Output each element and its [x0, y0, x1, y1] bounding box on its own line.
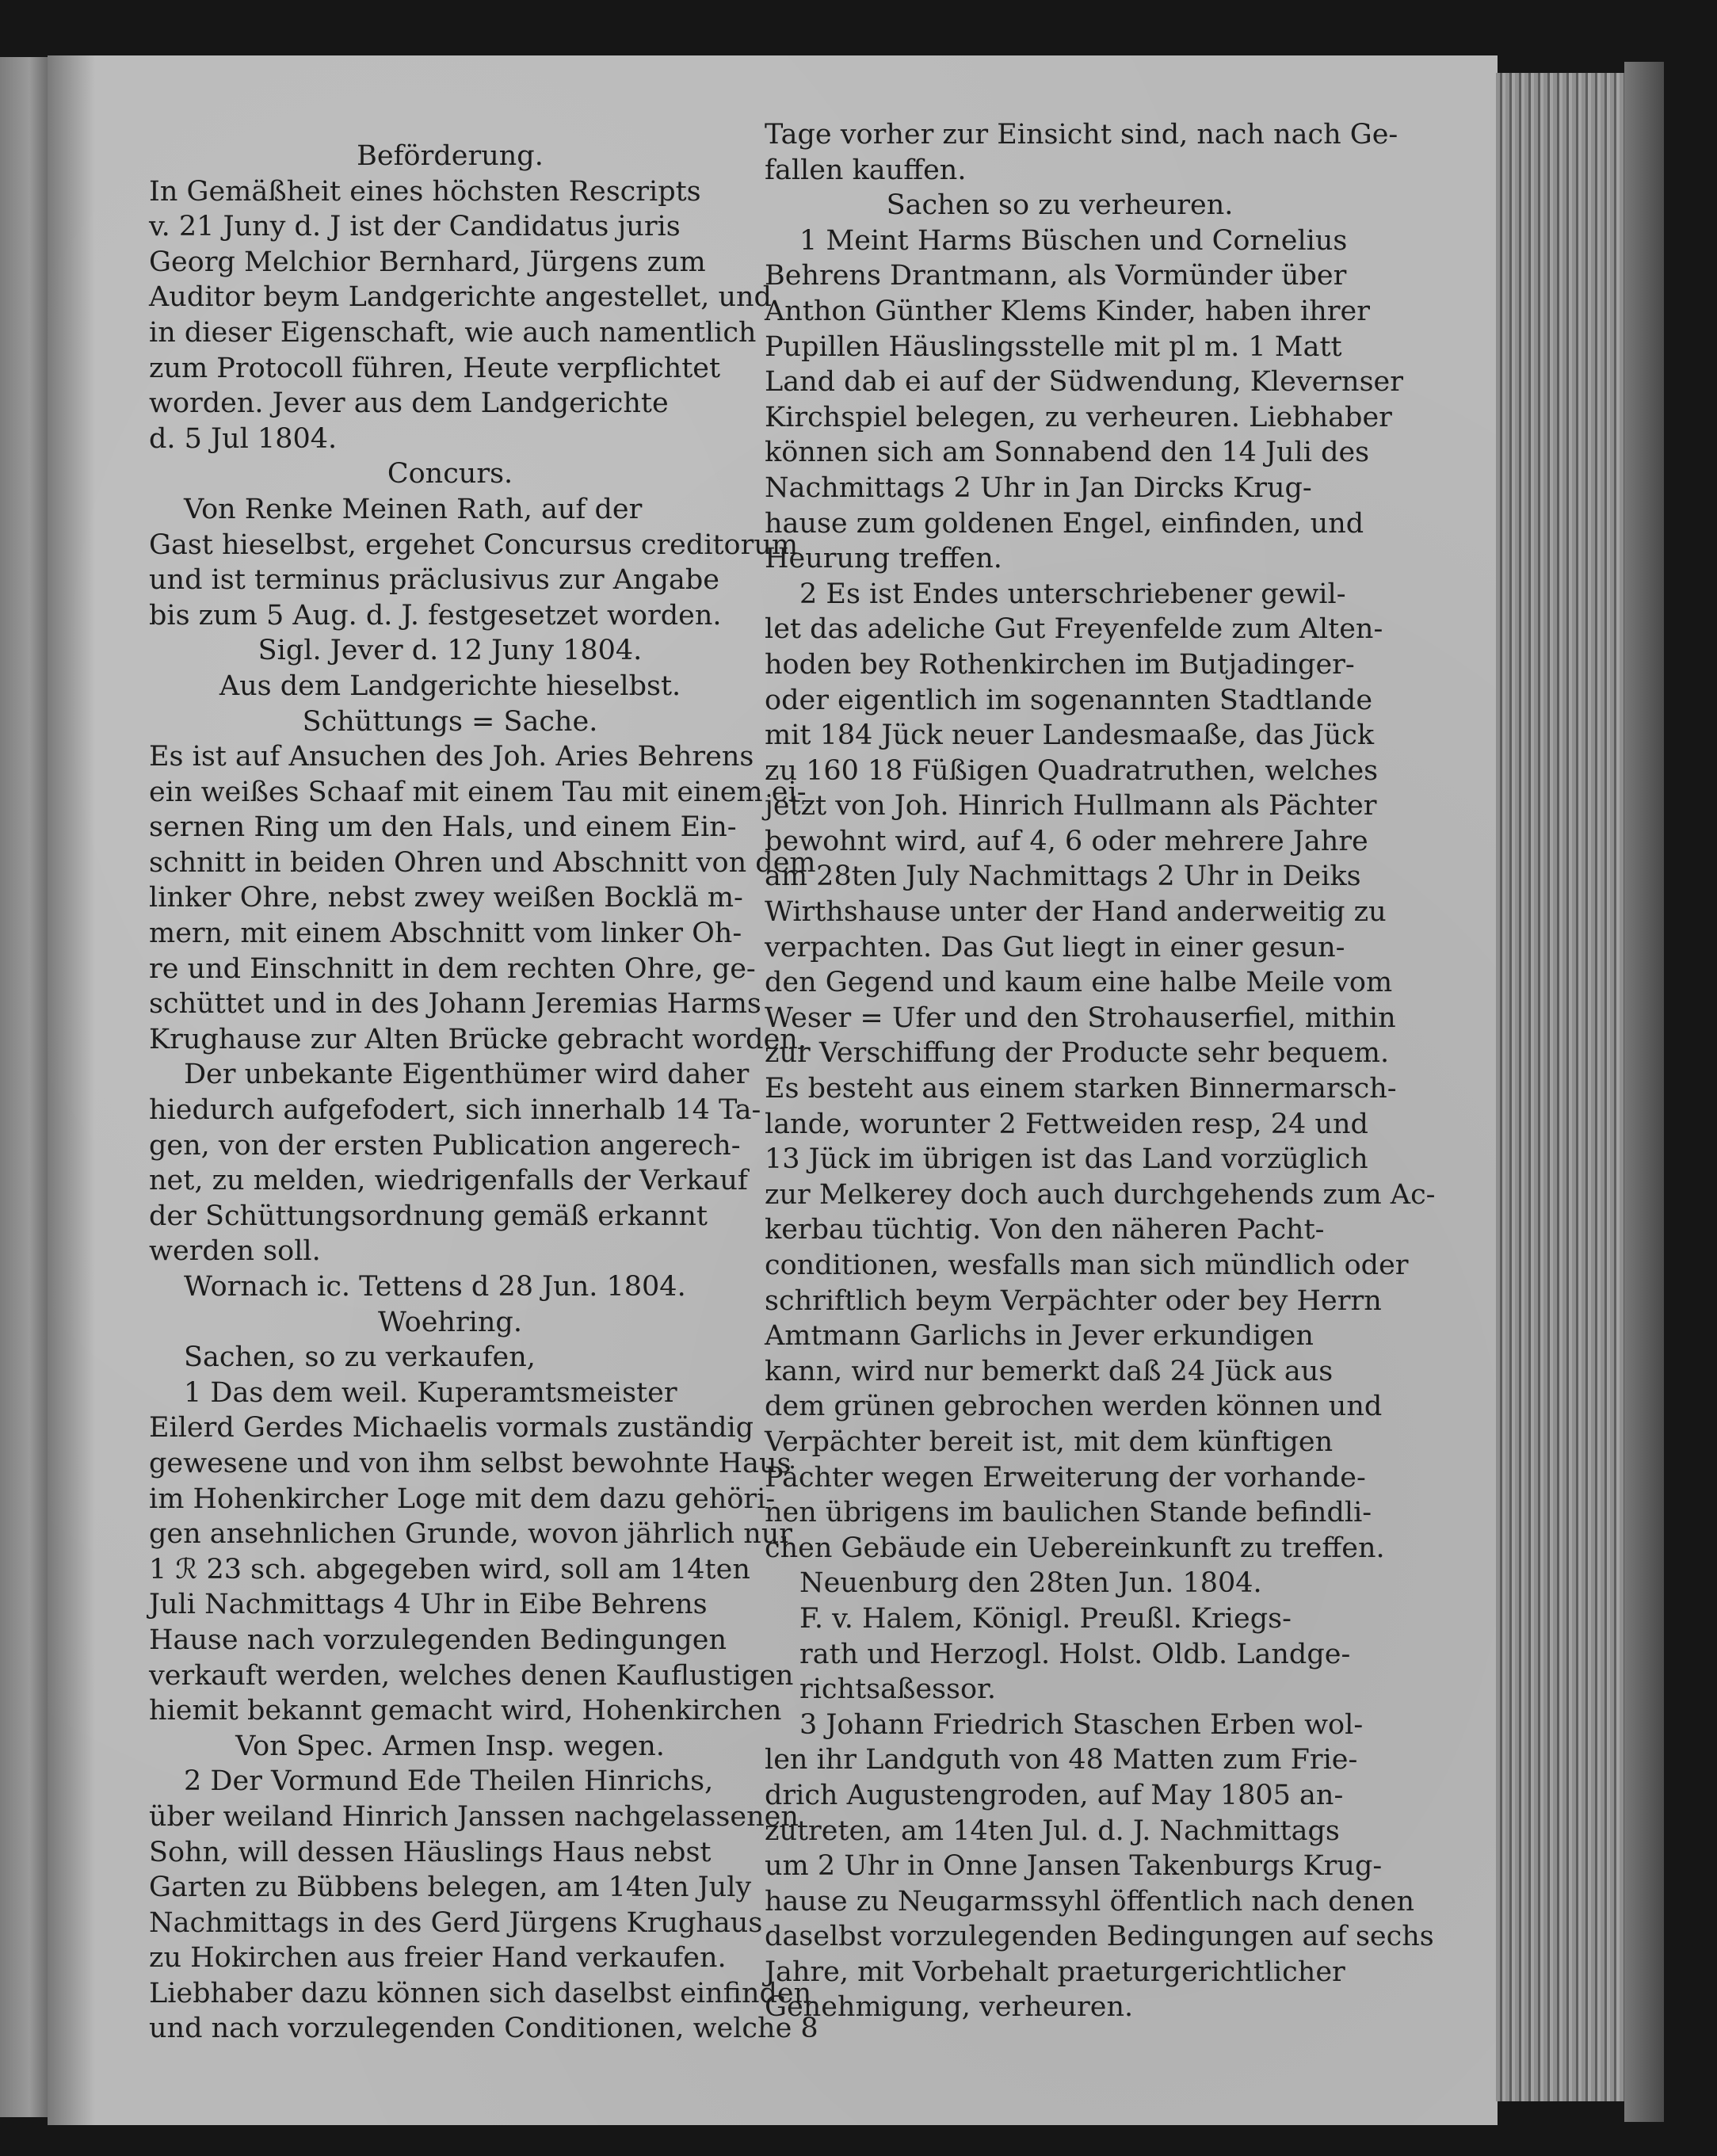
- text-line: worden. Jever aus dem Landgerichte: [149, 387, 669, 420]
- text-line: Sachen so zu verheuren.: [886, 189, 1234, 222]
- text-line: Sohn, will dessen Häuslings Haus nebst: [149, 1836, 712, 1868]
- text-line: können sich am Sonnabend den 14 Juli des: [765, 437, 1370, 469]
- text-line: Beförderung.: [357, 140, 544, 172]
- text-line: richtsaßessor.: [799, 1673, 997, 1706]
- text-line: Georg Melchior Bernhard, Jürgens zum: [149, 246, 706, 278]
- right-text-column: [765, 117, 1436, 2025]
- text-line: in dieser Eigenschaft, wie auch namentlich: [149, 316, 757, 349]
- text-line: am 28ten July Nachmittags 2 Uhr in Deiks: [765, 860, 1361, 893]
- text-line: Eilerd Gerdes Michaelis vormals zuständig: [149, 1412, 754, 1444]
- text-line: bis zum 5 Aug. d. J. festgesetzet worden.: [149, 599, 722, 632]
- text-line: conditionen, wesfalls man sich mündlich oder: [765, 1250, 1409, 1281]
- text-line: Es besteht aus einem starken Binnermarsch-: [765, 1073, 1397, 1105]
- text-line: hause zum goldenen Engel, einfinden, und: [765, 507, 1364, 540]
- text-line: Jahre, mit Vorbehalt praeturgerichtlicher: [765, 1956, 1345, 1988]
- text-line: Behrens Drantmann, als Vormünder über: [765, 260, 1347, 292]
- text-line: Genehmigung, verheuren.: [765, 1991, 1134, 2024]
- text-line: und ist terminus präclusivus zur Angabe: [149, 564, 719, 597]
- text-line: und nach vorzulegenden Conditionen, welche 8: [149, 2013, 818, 2045]
- text-line: zum Protocoll führen, Heute verpflichtet: [149, 352, 721, 384]
- text-line: chen Gebäude ein Uebereinkunft zu treffen.: [765, 1532, 1385, 1564]
- text-line: Anthon Günther Klems Kinder, haben ihrer: [765, 295, 1370, 327]
- text-line: zu Hokirchen aus freier Hand verkaufen.: [149, 1942, 727, 1975]
- text-line: re und Einschnitt in dem rechten Ohre, ge-: [149, 952, 756, 985]
- text-line: hiedurch aufgefodert, sich innerhalb 14 Ta-: [149, 1094, 761, 1127]
- text-line: über weiland Hinrich Janssen nachgelassenen: [149, 1800, 799, 1833]
- text-line: im Hohenkircher Loge mit dem dazu gehöri-: [149, 1482, 776, 1515]
- text-line: lande, worunter 2 Fettweiden resp, 24 und: [765, 1108, 1368, 1140]
- text-line: Schüttungs = Sache.: [302, 705, 598, 738]
- text-line: schnitt in beiden Ohren und Abschnitt von dem: [149, 846, 816, 879]
- text-line: oder eigentlich im sogenannten Stadtlande: [765, 684, 1373, 716]
- text-line: hiemit bekannt gemacht wird, Hohenkirchen: [149, 1695, 782, 1727]
- text-line: Nachmittags in des Gerd Jürgens Krughaus: [149, 1906, 763, 1939]
- text-line: zur Verschiffung der Producte sehr bequem.: [765, 1037, 1390, 1070]
- text-line: let das adeliche Gut Freyenfelde zum Alten-: [765, 613, 1383, 646]
- text-line: v. 21 Juny d. J ist der Candidatus juris: [149, 211, 681, 243]
- text-line: um 2 Uhr in Onne Jansen Takenburgs Krug-: [765, 1850, 1383, 1883]
- text-line: Garten zu Bübbens belegen, am 14ten July: [149, 1872, 752, 1904]
- text-line: Gast hieselbst, ergehet Concursus creditorum: [149, 529, 799, 561]
- text-line: schüttet und in des Johann Jeremias Harms: [149, 988, 761, 1021]
- text-line: hause zu Neugarmssyhl öffentlich nach denen: [765, 1885, 1414, 1918]
- text-line: Wornach ic. Tettens d 28 Jun. 1804.: [184, 1271, 686, 1303]
- text-line: mern, mit einem Abschnitt vom linker Oh-: [149, 918, 742, 950]
- text-line: 1 Meint Harms Büschen und Cornelius: [799, 224, 1348, 257]
- text-line: zutreten, am 14ten Jul. d. J. Nachmittags: [765, 1814, 1340, 1847]
- text-line: nen übrigens im baulichen Stande befindli-: [765, 1497, 1372, 1529]
- text-line: Concurs.: [387, 458, 513, 490]
- text-line: Krughause zur Alten Brücke gebracht worden.: [149, 1023, 807, 1055]
- text-line: schriftlich beym Verpächter oder bey Herrn: [765, 1284, 1382, 1317]
- text-line: bewohnt wird, auf 4, 6 oder mehrere Jahre: [765, 825, 1368, 857]
- text-line: d. 5 Jul 1804.: [149, 422, 338, 455]
- text-line: Sachen, so zu verkaufen,: [184, 1341, 536, 1374]
- book-edge: [1624, 62, 1664, 2122]
- text-line: Amtmann Garlichs in Jever erkundigen: [765, 1320, 1314, 1353]
- text-line: net, zu melden, wiedrigenfalls der Verkauf: [149, 1165, 748, 1197]
- gutter-shadow: [48, 55, 95, 2125]
- text-line: mit 184 Jück neuer Landesmaaße, das Jück: [765, 719, 1375, 752]
- text-line: Pupillen Häuslingsstelle mit pl m. 1 Matt: [765, 330, 1342, 363]
- text-line: gen ansehnlichen Grunde, wovon jährlich nur: [149, 1518, 793, 1551]
- text-line: Juli Nachmittags 4 Uhr in Eibe Behrens: [149, 1589, 708, 1621]
- text-line: zu 160 18 Füßigen Quadratruthen, welches: [765, 754, 1379, 787]
- text-line: ein weißes Schaaf mit einem Tau mit einem ei-: [149, 776, 807, 808]
- text-line: Woehring.: [378, 1306, 522, 1338]
- text-line: gewesene und von ihm selbst bewohnte Haus: [149, 1447, 792, 1479]
- left-page-edge: [0, 57, 49, 2117]
- text-line: Weser = Ufer und den Strohauserfiel, mithin: [765, 1002, 1396, 1034]
- text-line: Sigl. Jever d. 12 Juny 1804.: [258, 635, 643, 667]
- text-line: Verpächter bereit ist, mit dem künftigen: [765, 1425, 1334, 1458]
- text-line: Kirchspiel belegen, zu verheuren. Liebhaber: [765, 401, 1392, 433]
- text-line: rath und Herzogl. Holst. Oldb. Landge-: [799, 1638, 1351, 1670]
- text-line: Nachmittags 2 Uhr in Jan Dircks Krug-: [765, 471, 1312, 504]
- text-line: 2 Der Vormund Ede Theilen Hinrichs,: [184, 1765, 714, 1798]
- text-line: Pächter wegen Erweiterung der vorhande-: [765, 1461, 1366, 1494]
- text-line: fallen kauffen.: [765, 154, 967, 186]
- text-line: verpachten. Das Gut liegt in einer gesun-: [765, 931, 1345, 964]
- text-line: zur Melkerey doch auch durchgehends zum Ac-: [765, 1178, 1436, 1211]
- text-line: kerbau tüchtig. Von den näheren Pacht-: [765, 1214, 1325, 1246]
- text-line: Der unbekante Eigenthümer wird daher: [184, 1059, 750, 1091]
- text-line: sernen Ring um den Hals, und einem Ein-: [149, 811, 737, 844]
- text-line: 1 Das dem weil. Kuperamtsmeister: [184, 1376, 677, 1409]
- text-line: dem grünen gebrochen werden können und: [765, 1391, 1383, 1423]
- text-line: 2 Es ist Endes unterschriebener gewil-: [799, 578, 1346, 610]
- text-line: len ihr Landguth von 48 Matten zum Frie-: [765, 1744, 1358, 1776]
- text-line: linker Ohre, nebst zwey weißen Bocklä m-: [149, 882, 743, 914]
- text-line: Neuenburg den 28ten Jun. 1804.: [799, 1567, 1262, 1600]
- text-line: hoden bey Rothenkirchen im Butjadinger-: [765, 648, 1355, 681]
- text-line: Auditor beym Landgerichte angestellet, und: [149, 281, 772, 314]
- text-line: Hause nach vorzulegenden Bedingungen: [149, 1624, 727, 1656]
- text-line: verkauft werden, welches denen Kauflustigen: [149, 1659, 794, 1692]
- text-line: Land dab ei auf der Südwendung, Klevernser: [765, 366, 1403, 399]
- text-line: drich Augustengroden, auf May 1805 an-: [765, 1779, 1344, 1811]
- text-line: Heurung treffen.: [765, 543, 1002, 575]
- text-line: In Gemäßheit eines höchsten Rescripts: [149, 175, 701, 208]
- text-line: 1 ℛ 23 sch. abgegeben wird, soll am 14ten: [149, 1553, 750, 1586]
- text-line: gen, von der ersten Publication angerech-: [149, 1129, 741, 1162]
- text-line: Wirthshause unter der Hand anderweitig zu: [765, 896, 1387, 929]
- text-line: 13 Jück im übrigen ist das Land vorzüglich: [765, 1143, 1368, 1176]
- text-line: Von Spec. Armen Insp. wegen.: [235, 1730, 665, 1762]
- text-line: 3 Johann Friedrich Staschen Erben wol-: [799, 1708, 1364, 1741]
- left-text-column: [149, 139, 818, 2047]
- text-line: den Gegend und kaum eine halbe Meile vom: [765, 967, 1393, 999]
- text-line: Tage vorher zur Einsicht sind, nach nach Ge-: [765, 119, 1398, 151]
- text-line: Es ist auf Ansuchen des Joh. Aries Behrens: [149, 741, 754, 773]
- text-line: daselbst vorzulegenden Bedingungen auf sechs: [765, 1921, 1434, 1953]
- text-line: werden soll.: [149, 1235, 321, 1268]
- text-line: Aus dem Landgerichte hieselbst.: [219, 670, 681, 702]
- text-line: jetzt von Joh. Hinrich Hullmann als Pächter: [765, 790, 1377, 822]
- text-line: Liebhaber dazu können sich daselbst einfinden: [149, 1977, 812, 2009]
- text-line: der Schüttungsordnung gemäß erkannt: [149, 1200, 708, 1232]
- text-line: F. v. Halem, Königl. Preußl. Kriegs-: [799, 1602, 1292, 1635]
- text-line: kann, wird nur bemerkt daß 24 Jück aus: [765, 1355, 1334, 1387]
- text-line: Von Renke Meinen Rath, auf der: [184, 493, 643, 525]
